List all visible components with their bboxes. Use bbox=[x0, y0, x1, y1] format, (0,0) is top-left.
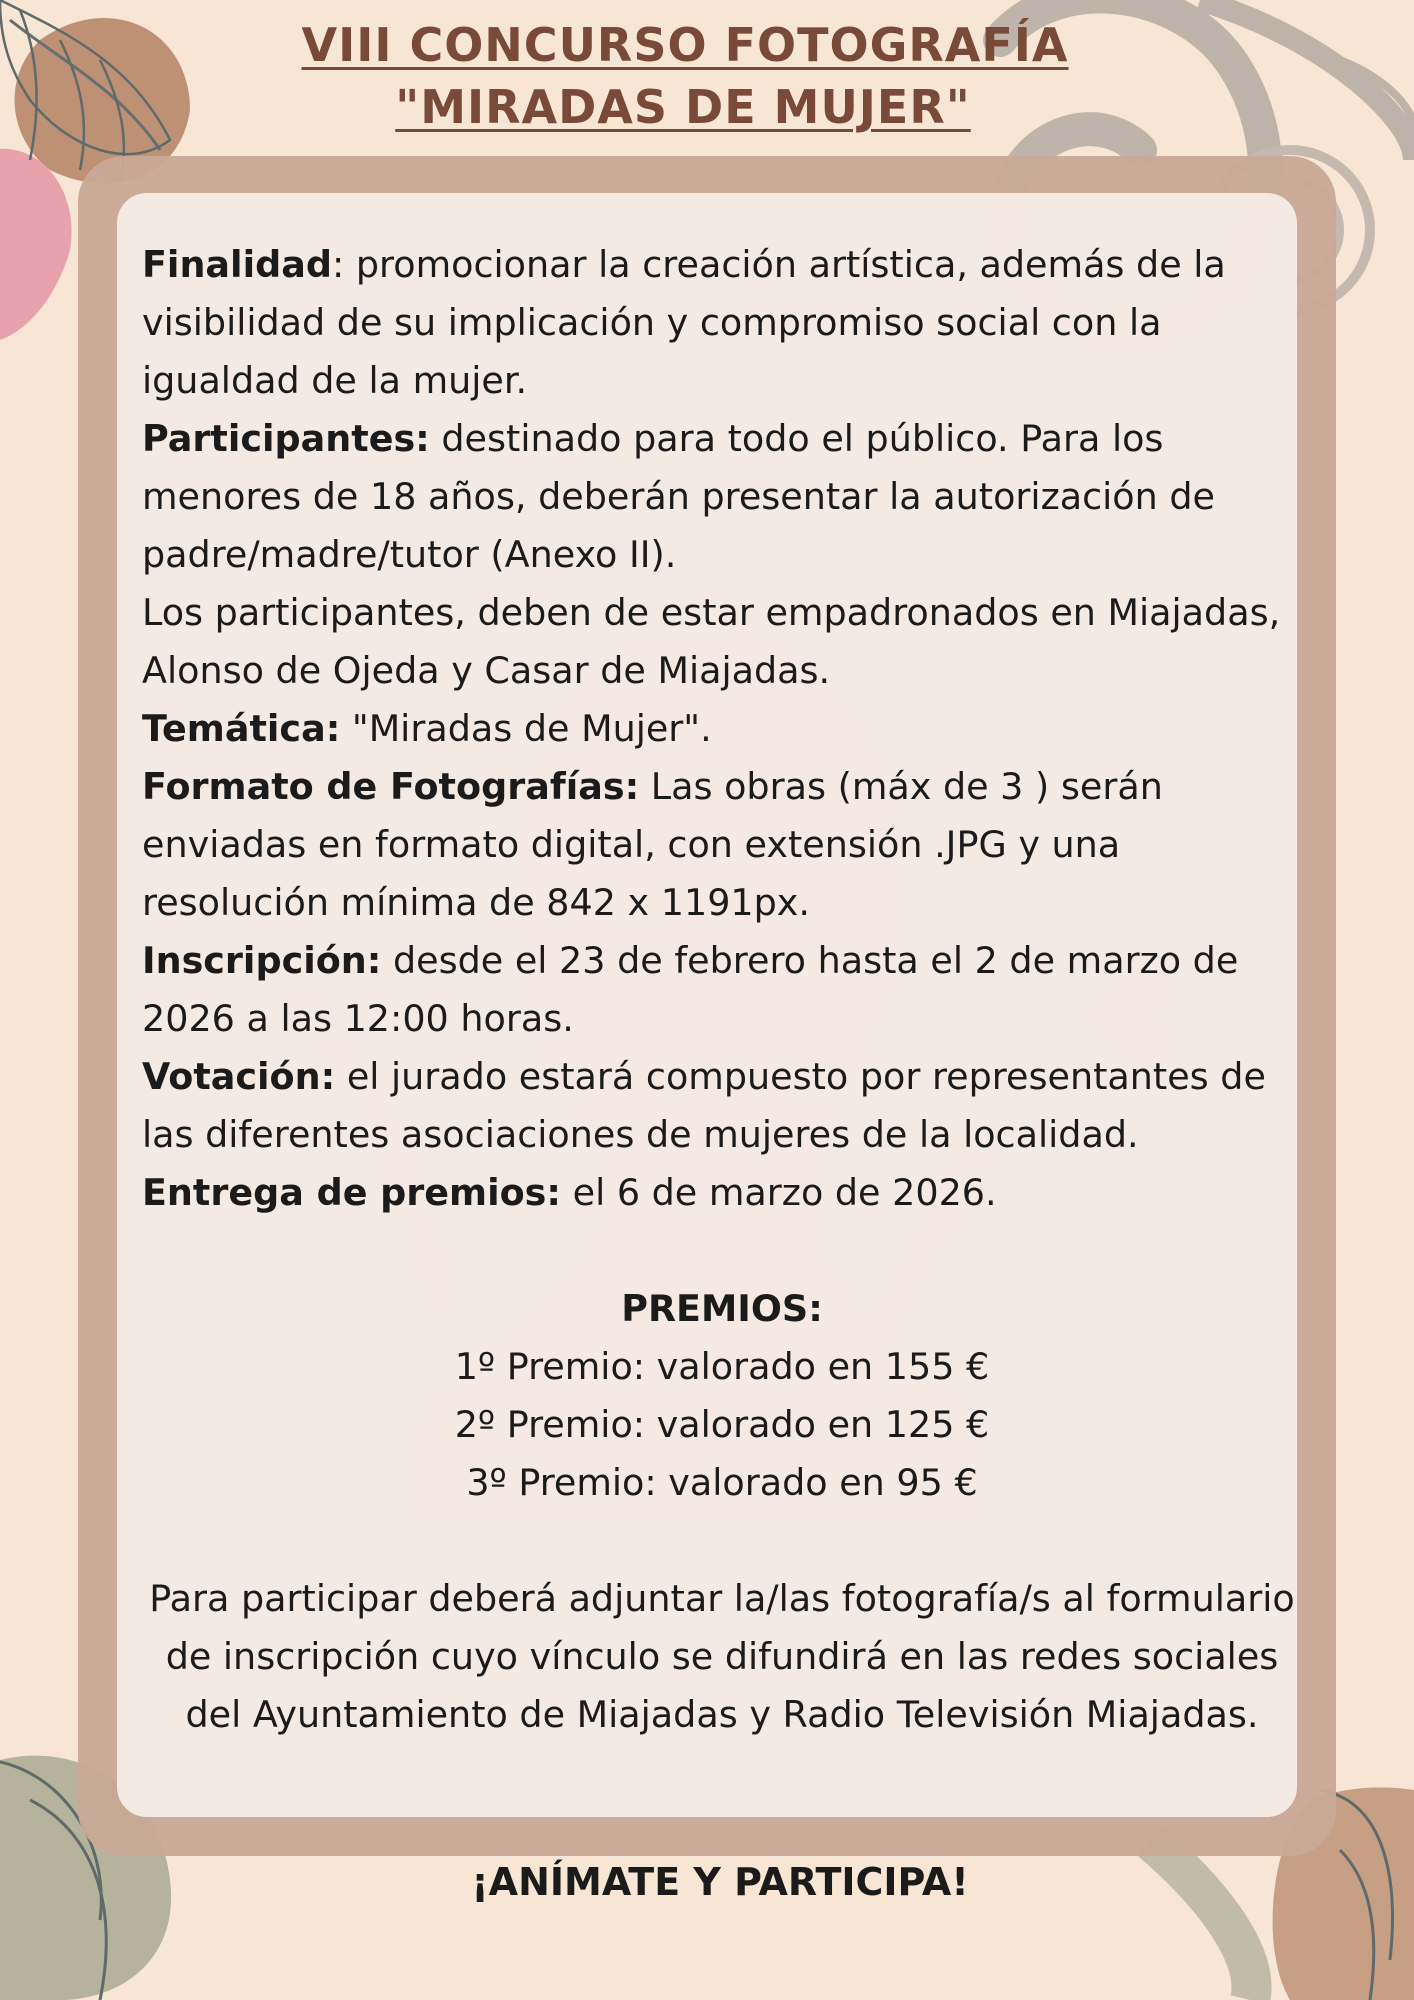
section-votacion bbox=[142, 1048, 1302, 1164]
section-text: desde el 23 de febrero hasta el 2 de marzo de 2026 a las 12:00 horas. bbox=[142, 939, 1239, 1040]
section-text: Las obras (máx de 3 ) serán enviadas en formato digital, con extensión .JPG y una resolución mínima de 842 x 1191px. bbox=[142, 765, 1163, 924]
prizes-heading bbox=[142, 1280, 1302, 1338]
section-tematica bbox=[142, 700, 1302, 758]
poster-title-line1: VIII CONCURSO FOTOGRAFÍA bbox=[301, 18, 1069, 72]
section-label: Formato de Fotografías: bbox=[142, 765, 640, 808]
section-inscripcion bbox=[142, 932, 1302, 1048]
section-text: : promocionar la creación artística, además de la visibilidad de su implicación y compromiso social con la igualdad de la mujer. bbox=[142, 243, 1226, 402]
section-label: Participantes: bbox=[142, 417, 430, 460]
poster-title-line2: "MIRADAS DE MUJER" bbox=[395, 80, 971, 134]
section-entrega bbox=[142, 1164, 1302, 1222]
section-text: "Miradas de Mujer". bbox=[340, 707, 712, 750]
section-label: Votación: bbox=[142, 1055, 336, 1098]
section-finalidad bbox=[142, 236, 1302, 410]
prize-item-3: 3º Premio: valorado en 95 € bbox=[466, 1461, 978, 1504]
closing-text: Para participar deberá adjuntar la/las fotografía/s al formulario de inscripción cuyo vínculo se difundirá en las redes sociales del Ayuntamiento de Miajadas y Radio Televisión Miajadas. bbox=[149, 1577, 1295, 1736]
section-formato bbox=[142, 758, 1302, 932]
section-empadronados bbox=[142, 584, 1302, 700]
section-text: Los participantes, deben de estar empadronados en Miajadas, Alonso de Ojeda y Casar de Miajadas. bbox=[142, 591, 1281, 692]
section-text: el 6 de marzo de 2026. bbox=[561, 1171, 997, 1214]
rules-content bbox=[142, 236, 1302, 1744]
section-label: Temática: bbox=[142, 707, 341, 750]
section-text: el jurado estará compuesto por representantes de las diferentes asociaciones de mujeres de la localidad. bbox=[142, 1055, 1266, 1156]
section-label: Entrega de premios: bbox=[142, 1171, 562, 1214]
prize-item-1: 1º Premio: valorado en 155 € bbox=[454, 1345, 990, 1388]
prize-item-2: 2º Premio: valorado en 125 € bbox=[454, 1403, 990, 1446]
prizes-heading-text: PREMIOS: bbox=[621, 1287, 823, 1330]
section-text: destinado para todo el público. Para los menores de 18 años, deberán presentar la autorización de padre/madre/tutor (Anexo II). bbox=[142, 417, 1215, 576]
call-to-action: ¡ANÍMATE Y PARTICIPA! bbox=[471, 1860, 969, 1904]
section-label: Finalidad bbox=[142, 243, 332, 286]
section-participantes bbox=[142, 410, 1302, 584]
section-label: Inscripción: bbox=[142, 939, 382, 982]
